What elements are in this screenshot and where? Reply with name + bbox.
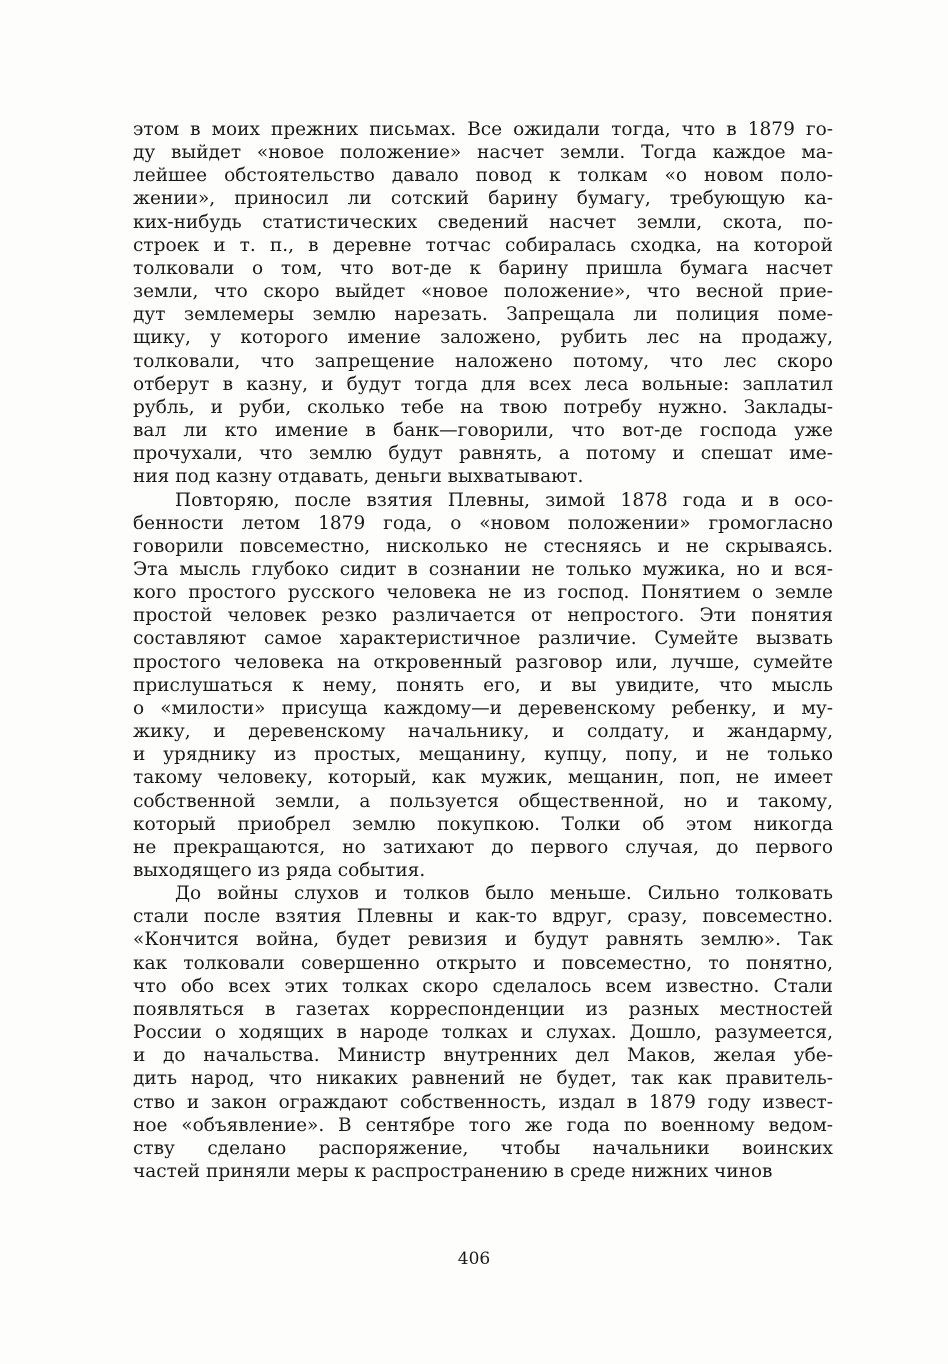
- text-line: не прекращаются, но затихают до первого случая, до первого: [133, 836, 833, 858]
- text-line: вал ли кто имение в банк—говорили, что вот-де господа уже: [133, 420, 833, 442]
- text-line: прислушаться к нему, понять его, и вы увидите, что мысль: [133, 674, 833, 696]
- text-line: России о ходящих в народе толках и слухах. Дошло, разумеется,: [133, 1022, 833, 1044]
- text-line: толковали о том, что вот-де к барину пришла бумага насчет: [133, 257, 833, 279]
- text-line: и уряднику из простых, мещанину, купцу, попу, и не только: [133, 744, 833, 766]
- text-line: простой человек резко различается от непростого. Эти понятия: [133, 605, 833, 627]
- text-line: что обо всех этих толках скоро сделалось всем известно. Стали: [133, 975, 833, 997]
- text-line: Повторяю, после взятия Плевны, зимой 1878 года и в осо-: [175, 489, 833, 511]
- text-line: собственной земли, а пользуется общественной, но и такому,: [133, 790, 833, 812]
- text-line: жении», приносил ли сотский барину бумагу, требующую ка-: [133, 188, 833, 210]
- text-line: говорили повсеместно, нисколько не стесняясь и не скрываясь.: [133, 535, 833, 557]
- text-line: выходящего из ряда события.: [133, 860, 426, 881]
- text-line: частей приняли меры к распространению в среде нижних чинов: [133, 1161, 773, 1183]
- text-line: рубль, и руби, сколько тебе на твою потребу нужно. Заклады-: [133, 396, 833, 418]
- text-line: ству сделано распоряжение, чтобы начальники воинских: [133, 1137, 833, 1159]
- text-line: толковали, что запрещение наложено потому, что лес скоро: [133, 350, 833, 372]
- paragraph-2: [133, 489, 833, 883]
- text-line: щику, у которого имение заложено, рубить лес на продажу,: [133, 327, 833, 349]
- text-line: появляться в газетах корреспонденции из разных местностей: [133, 998, 833, 1020]
- text-line: составляют самое характеристичное различие. Сумейте вызвать: [133, 628, 833, 650]
- text-line: До войны слухов и толков было меньше. Сильно толковать: [175, 883, 833, 905]
- body-text: [133, 118, 833, 1183]
- text-line: ное «объявление». В сентябре того же года по военному ведом-: [133, 1114, 833, 1136]
- text-line: ство и закон ограждают собственность, издал в 1879 году извест-: [133, 1091, 833, 1113]
- text-line: как толковали совершенно открыто и повсеместно, то понятно,: [133, 952, 833, 974]
- text-line: жику, и деревенскому начальнику, и солдату, и жандарму,: [133, 721, 833, 743]
- text-line: лейшее обстоятельство давало повод к толкам «о новом поло-: [133, 165, 833, 187]
- text-line: ких-нибудь статистических сведений насчет земли, скота, по-: [133, 211, 833, 233]
- text-line: дут землемеры землю нарезать. Запрещала ли полиция поме-: [133, 304, 833, 326]
- paragraph-1: [133, 118, 833, 489]
- text-line: стали после взятия Плевны и как-то вдруг, сразу, повсеместно.: [133, 906, 833, 928]
- text-line: ду выйдет «новое положение» насчет земли. Тогда каждое ма-: [133, 142, 833, 164]
- page-number: 406: [457, 1249, 491, 1269]
- text-line: бенности летом 1879 года, о «новом положении» громогласно: [133, 512, 833, 534]
- text-line: о «милости» присуща каждому—и деревенскому ребенку, и му-: [133, 697, 833, 719]
- text-line: простого человека на откровенный разговор или, лучше, сумейте: [133, 651, 833, 673]
- text-line: Эта мысль глубоко сидит в сознании не только мужика, но и вся-: [133, 558, 833, 580]
- text-line: земли, что скоро выйдет «новое положение», что весной прие-: [133, 281, 833, 303]
- text-line: дить народ, что никаких равнений не будет, так как правитель-: [133, 1068, 833, 1090]
- text-line: строек и т. п., в деревне тотчас собиралась сходка, на которой: [133, 234, 833, 256]
- text-line: «Кончится война, будет ревизия и будут равнять землю». Так: [133, 929, 833, 951]
- text-line: который приобрел землю покупкою. Толки об этом никогда: [133, 813, 833, 835]
- text-line: ния под казну отдавать, деньги выхватывают.: [133, 466, 584, 488]
- text-line: такому человеку, который, как мужик, мещанин, поп, не имеет: [133, 767, 833, 789]
- text-line: и до начальства. Министр внутренних дел Маков, желая убе-: [133, 1045, 833, 1067]
- text-line: кого простого русского человека не из господ. Понятием о земле: [133, 582, 833, 604]
- text-line: этом в моих прежних письмах. Все ожидали тогда, что в 1879 го-: [133, 119, 833, 140]
- paragraph-3: [133, 882, 833, 1183]
- text-line: отберут в казну, и будут тогда для всех леса вольные: заплатил: [133, 373, 833, 395]
- text-line: прочухали, что землю будут равнять, а потому и спешат име-: [133, 443, 833, 465]
